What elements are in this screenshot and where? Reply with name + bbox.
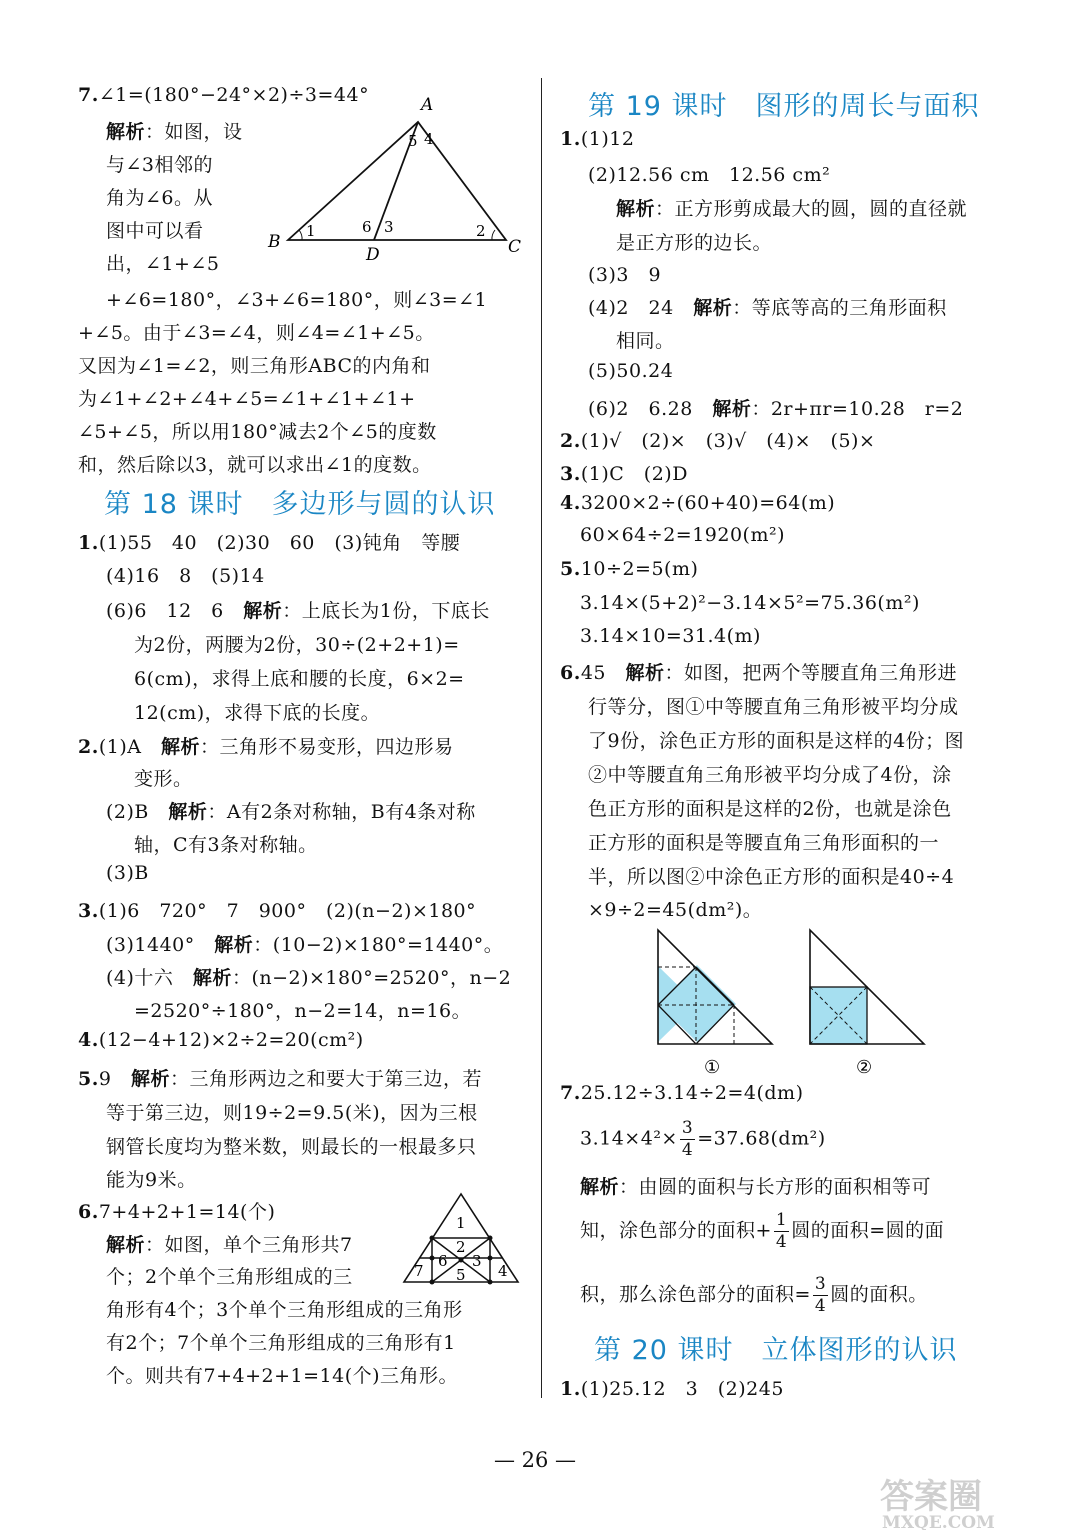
- watermark: [880, 1470, 1050, 1534]
- lesson-19-heading: 第 19 课时 图形的周长与面积: [588, 91, 980, 122]
- analysis-label: 解析: [106, 121, 146, 143]
- figure-1: [658, 930, 772, 1078]
- lesson-20-heading: 第 20 课时 立体图形的认识: [594, 1335, 958, 1366]
- lesson-18-heading: 第 18 课时 多边形与圆的认识: [104, 489, 496, 520]
- svg-text:2: 2: [476, 222, 486, 240]
- svg-text:3: 3: [472, 1252, 482, 1270]
- watermark-logo: [880, 1470, 1050, 1530]
- svg-text:D: D: [366, 245, 380, 262]
- svg-text:B: B: [268, 232, 281, 252]
- shaded-square-figures: [650, 928, 950, 1078]
- svg-text:3: 3: [384, 218, 394, 236]
- svg-text:5: 5: [408, 132, 418, 150]
- svg-text:②: ②: [856, 1057, 873, 1078]
- svg-text:6: 6: [362, 218, 372, 236]
- svg-text:答案圈: 答案圈: [880, 1477, 982, 1517]
- svg-text:4: 4: [424, 130, 434, 148]
- svg-text:C: C: [508, 237, 522, 257]
- svg-text:7: 7: [414, 1262, 424, 1280]
- svg-text:1: 1: [456, 1214, 466, 1232]
- page-number: — 26 —: [493, 1448, 577, 1472]
- q7-line: 7.∠1=(180°−24°×2)÷3=44°: [78, 84, 370, 106]
- svg-text:2: 2: [456, 1238, 466, 1256]
- svg-text:1: 1: [306, 222, 316, 240]
- svg-text:①: ①: [704, 1057, 721, 1078]
- triangle-count-figure: [396, 1190, 526, 1290]
- figure-2: [810, 930, 924, 1078]
- svg-text:A: A: [421, 95, 434, 115]
- svg-text:4: 4: [498, 1262, 508, 1280]
- svg-text:MXQE.COM: MXQE.COM: [882, 1513, 995, 1530]
- triangle-abc-figure: [266, 82, 526, 262]
- svg-text:6: 6: [438, 1252, 448, 1270]
- svg-text:5: 5: [456, 1266, 466, 1284]
- column-divider: [541, 78, 542, 1398]
